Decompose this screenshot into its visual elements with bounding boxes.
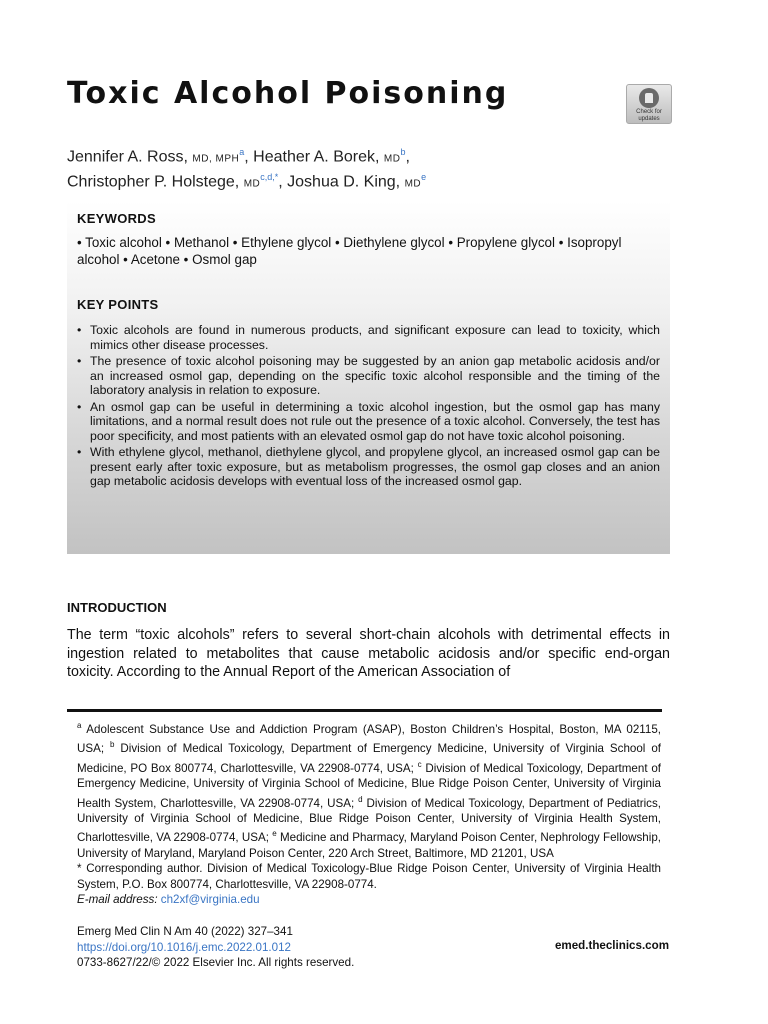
affiliation-text: Adolescent Substance Use and Addiction Program (ASAP), Boston Children’s Hospital, Boston, MA 02115, USA; — [77, 722, 661, 756]
affiliation-text: Medicine and Pharmacy, Maryland Poison Center, Nephrology Fellowship, University of Maryland, Maryland Poison Center, 220 Arch Street, Baltimore, MD 21201, USA — [77, 831, 661, 860]
journal-website[interactable]: emed.theclinics.com — [554, 939, 669, 952]
author-name: Christopher P. Holstege, — [67, 173, 244, 191]
email-link[interactable]: ch2xf@virginia.edu — [160, 893, 260, 907]
corresponding-author: * Corresponding author. Division of Medical Toxicology-Blue Ridge Poison Center, University of Virginia Health System, P.O. Box 800774, Charlottesville, VA 22908-0774. — [77, 862, 661, 891]
article-title: Toxic Alcohol Poisoning — [67, 76, 509, 111]
copyright-notice: 0733-8627/22/© 2022 Elsevier Inc. All rights reserved. — [77, 956, 355, 969]
author-name: , Heather A. Borek, — [244, 148, 384, 166]
badge-line-2: updates — [638, 116, 660, 122]
affiliation-text: Division of Medical Toxicology, Department of Emergency Medicine, University of Virginia School of Medicine, Blue Ridge Poison Center, University of Virginia Health System, Charlottesville, VA 22908-0774, USA; — [77, 761, 661, 810]
keywords-keypoints-box — [67, 201, 670, 554]
key-point-text: Toxic alcohols are found in numerous products, and significant exposure can lead to toxicity, which mimics other disease processes. — [90, 323, 660, 352]
bullet-icon: • — [77, 445, 82, 459]
introduction-heading: INTRODUCTION — [67, 600, 167, 615]
key-point-item — [77, 445, 660, 489]
key-point-item — [77, 400, 660, 444]
key-point-item — [77, 354, 660, 398]
affiliations-footnote — [77, 718, 661, 908]
bookmark-icon — [639, 88, 659, 108]
affiliation-marker: c — [417, 759, 422, 769]
key-point-item — [77, 323, 660, 352]
affiliation-link[interactable]: c,d,* — [260, 172, 279, 183]
affiliation-text: Division of Medical Toxicology, Department of Emergency Medicine, University of Virginia School of Medicine, PO Box 800774, Charlottesville, VA 22908-0774, USA; — [77, 742, 661, 775]
doi-link[interactable]: https://doi.org/10.1016/j.emc.2022.01.012 — [77, 940, 291, 954]
key-point-text: The presence of toxic alcohol poisoning may be suggested by an anion gap metabolic acidosis and/or an increased osmol gap, depending on the specific toxic alcohol responsible and the timing of the laboratory analysis in relation to exposure. — [90, 354, 660, 397]
journal-citation: Emerg Med Clin N Am 40 (2022) 327–341 — [77, 925, 293, 938]
author-degree: MD — [383, 153, 401, 165]
keywords-heading: KEYWORDS — [77, 211, 156, 226]
introduction-paragraph: The term “toxic alcohols” refers to several short-chain alcohols with detrimental effects in ingestion related to metabolites that cause metabolic acidosis and/or specific end-organ toxicity. According to the Annual Report of the American Association of — [67, 627, 670, 680]
affiliation-marker: e — [272, 829, 277, 839]
key-points-heading: KEY POINTS — [77, 297, 159, 312]
affiliation-link[interactable]: a — [239, 147, 245, 157]
author-name: , Joshua D. King, — [278, 173, 405, 191]
author-degree: MD, MPH — [192, 153, 240, 165]
citation-block — [77, 924, 477, 971]
keywords-list: • Toxic alcohol • Methanol • Ethylene glycol • Diethylene glycol • Propylene glycol • Isopropyl alcohol • Acetone • Osmol gap — [77, 235, 622, 267]
email-label: E-mail address: — [77, 893, 158, 907]
affiliation-marker: b — [110, 740, 115, 750]
key-point-text: An osmol gap can be useful in determining a toxic alcohol ingestion, but the osmol gap has many limitations, and a normal result does not rule out the presence of a toxic alcohol. Conversely, the test has poor specificity, and most patients with an elevated osmol gap do not have toxic alcohol poisoning. — [90, 399, 660, 443]
bullet-icon: • — [77, 354, 82, 368]
affiliation-marker: a — [77, 721, 82, 730]
affiliation-text: Division of Medical Toxicology, Department of Pediatrics, University of Virginia School of Medicine, Blue Ridge Poison Center, University of Virginia Health System, Charlottesville, VA 22908-0774, USA; — [77, 796, 661, 845]
bullet-icon: • — [77, 399, 82, 414]
key-points-list — [77, 323, 660, 491]
author-list: Jennifer A. Ross, MD, MPH$^a$, Heather A. Borek, $MD^b$, Christopher P. Holstege, $MD^{c,d,*}$, Joshua D. King, MDe — [67, 147, 427, 191]
author-degree: MD — [404, 178, 422, 190]
affiliation-link[interactable]: b — [400, 147, 406, 157]
key-point-text: With ethylene glycol, methanol, diethylene glycol, and propylene glycol, an increased osmol gap can be present early after toxic exposure, but as metabolism progresses, the osmol gap closes and an anion gap metabolic acidosis develops with eventual loss of the increased osmol gap. — [90, 445, 660, 488]
footnote-divider — [67, 709, 662, 712]
badge-line-1: Check for — [636, 109, 662, 115]
affiliation-link[interactable]: e — [421, 172, 427, 183]
bullet-icon: • — [77, 323, 82, 337]
affiliation-marker: d — [358, 794, 363, 804]
check-for-updates-badge[interactable] — [626, 84, 672, 124]
author-name: Jennifer A. Ross, — [67, 148, 193, 166]
author-degree: MD — [243, 178, 261, 190]
